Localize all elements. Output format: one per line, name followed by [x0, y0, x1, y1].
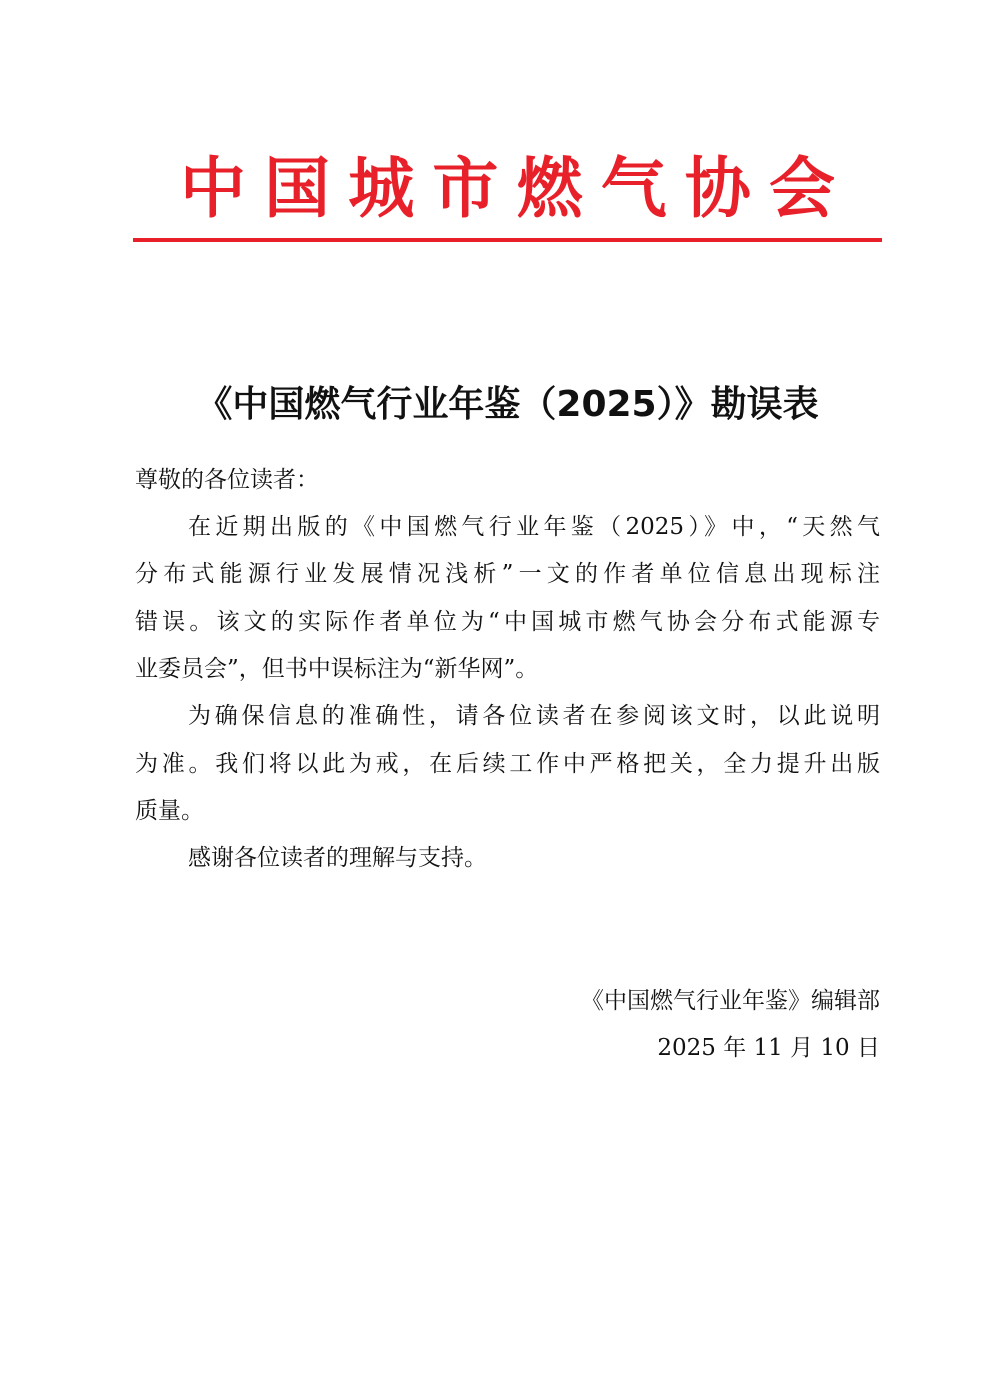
- letterhead-char: 市: [432, 149, 499, 227]
- greeting: 尊敬的各位读者：: [135, 467, 319, 493]
- paragraph-line: 在近期出版的《中国燃气行业年鉴（2025）》中，“天然气: [188, 514, 880, 540]
- paragraph-line: 质量。: [135, 798, 204, 824]
- letterhead-divider: [133, 238, 882, 242]
- paragraph-line: 为确保信息的准确性，请各位读者在参阅该文时，以此说明: [188, 703, 880, 729]
- organization-letterhead: [180, 148, 835, 228]
- document-title: 《中国燃气行业年鉴（2025）》勘误表: [196, 384, 819, 425]
- signature-department: 《中国燃气行业年鉴》编辑部: [581, 988, 880, 1014]
- paragraph-line: 错误。该文的实际作者单位为“中国城市燃气协会分布式能源专: [135, 609, 880, 635]
- letterhead-char: 气: [600, 149, 667, 227]
- paragraph-line: 为准。我们将以此为戒，在后续工作中严格把关，全力提升出版: [135, 751, 880, 777]
- letterhead-char: 国: [264, 149, 331, 227]
- signature-date: 2025 年 11 月 10 日: [657, 1035, 880, 1061]
- paragraph-line: 分布式能源行业发展情况浅析”一文的作者单位信息出现标注: [135, 561, 880, 587]
- paragraph-line: 感谢各位读者的理解与支持。: [188, 845, 487, 871]
- letterhead-char: 城: [348, 149, 415, 227]
- paragraph-line: 业委员会”，但书中误标注为“新华网”。: [135, 656, 539, 682]
- letterhead-char: 中: [180, 149, 246, 227]
- letterhead-char: 会: [768, 149, 835, 227]
- letterhead-char: 燃: [516, 149, 583, 227]
- letterhead-char: 协: [684, 149, 751, 227]
